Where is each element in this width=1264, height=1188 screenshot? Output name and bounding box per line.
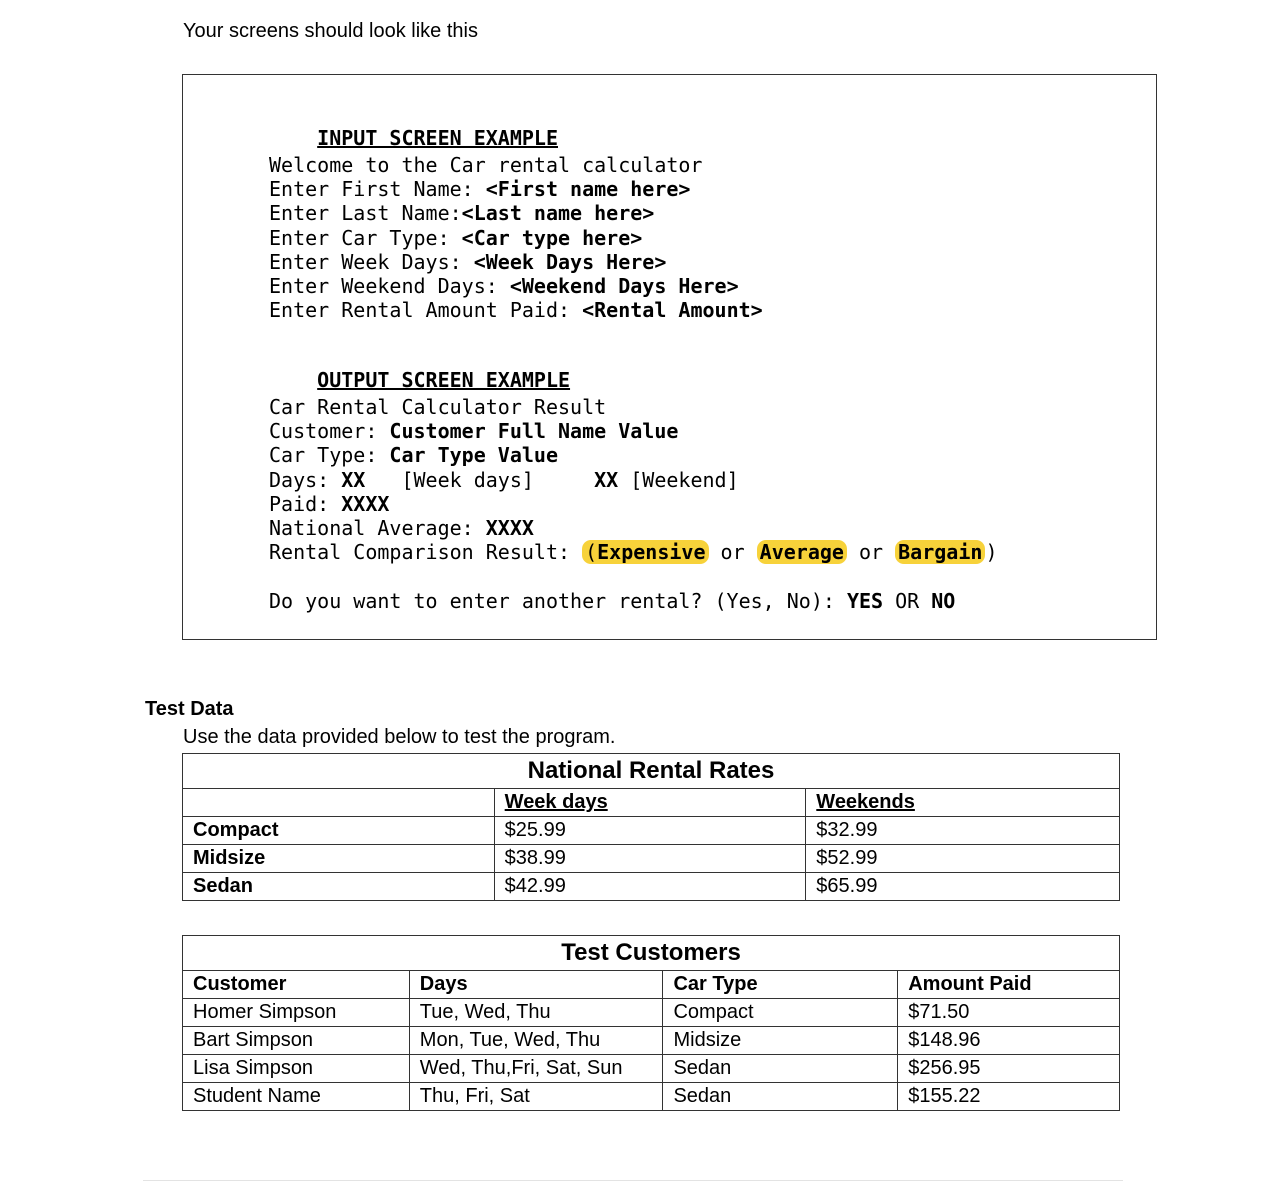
national-average-line: National Average: XXXX bbox=[269, 516, 534, 541]
paid-line: Paid: XXXX bbox=[269, 491, 390, 516]
table-cell: $42.99 bbox=[494, 873, 806, 901]
table-row bbox=[183, 817, 1120, 845]
table-header-cell: Week days bbox=[494, 789, 806, 817]
table-cell: $38.99 bbox=[494, 845, 806, 873]
table-cell: Sedan bbox=[183, 873, 495, 901]
output-screen-heading: OUTPUT SCREEN EXAMPLE bbox=[317, 368, 571, 393]
prompt-line: Enter Rental Amount Paid: <Rental Amount> bbox=[269, 298, 763, 323]
test-data-title: Test Data bbox=[145, 698, 234, 720]
table-cell: Homer Simpson bbox=[183, 999, 410, 1027]
prompt-line: Enter Last Name:<Last name here> bbox=[269, 201, 655, 226]
comparison-line: Rental Comparison Result: (Expensive or Average or Bargain ) bbox=[269, 540, 998, 565]
average-result: Average bbox=[759, 540, 844, 565]
table-cell: Wed, Thu,Fri, Sat, Sun bbox=[409, 1055, 663, 1083]
prompt-line: Enter First Name: <First name here> bbox=[269, 177, 691, 202]
table-row bbox=[183, 1027, 1120, 1055]
table-cell: $32.99 bbox=[806, 817, 1120, 845]
table-row bbox=[183, 1055, 1120, 1083]
page-divider bbox=[143, 1180, 1123, 1181]
prompt-line: Enter Weekend Days: <Weekend Days Here> bbox=[269, 274, 739, 299]
intro-text: Your screens should look like this bbox=[183, 20, 478, 42]
rates-table bbox=[182, 753, 1120, 901]
table-row bbox=[183, 999, 1120, 1027]
table-cell: Tue, Wed, Thu bbox=[409, 999, 663, 1027]
prompt-line: Enter Car Type: <Car type here> bbox=[269, 225, 643, 250]
table-header-cell: Weekends bbox=[806, 789, 1120, 817]
table-title-row bbox=[183, 754, 1120, 789]
table-header-row bbox=[183, 789, 1120, 817]
table-cell: Mon, Tue, Wed, Thu bbox=[409, 1027, 663, 1055]
customer-line: Customer: Customer Full Name Value bbox=[269, 419, 679, 444]
rates-table-title: National Rental Rates bbox=[183, 754, 1120, 789]
days-line: Days: XX [Week days] XX [Weekend] bbox=[269, 467, 739, 492]
table-cell: $52.99 bbox=[806, 845, 1120, 873]
table-header-cell: Car Type bbox=[663, 971, 898, 999]
table-header-cell bbox=[183, 789, 495, 817]
repeat-prompt-line: Do you want to enter another rental? (Yes, No): YES OR NO bbox=[269, 589, 956, 613]
table-header-cell: Customer bbox=[183, 971, 410, 999]
customers-table-title: Test Customers bbox=[183, 936, 1120, 971]
table-header-cell: Amount Paid bbox=[898, 971, 1120, 999]
table-cell: $256.95 bbox=[898, 1055, 1120, 1083]
prompt-line: Enter Week Days: <Week Days Here> bbox=[269, 249, 667, 274]
input-screen-body bbox=[269, 153, 763, 322]
table-cell: Lisa Simpson bbox=[183, 1055, 410, 1083]
table-row bbox=[183, 1083, 1120, 1111]
table-cell: Sedan bbox=[663, 1083, 898, 1111]
table-cell: Student Name bbox=[183, 1083, 410, 1111]
output-title: Car Rental Calculator Result bbox=[269, 395, 607, 419]
table-cell: $65.99 bbox=[806, 873, 1120, 901]
table-cell: Midsize bbox=[663, 1027, 898, 1055]
table-header-cell: Days bbox=[409, 971, 663, 999]
table-cell: Midsize bbox=[183, 845, 495, 873]
table-cell: Bart Simpson bbox=[183, 1027, 410, 1055]
screen-example-box bbox=[182, 74, 1157, 640]
car-type-line: Car Type: Car Type Value bbox=[269, 443, 558, 468]
welcome-line: Welcome to the Car rental calculator bbox=[269, 153, 703, 177]
table-cell: Sedan bbox=[663, 1055, 898, 1083]
table-cell: Compact bbox=[183, 817, 495, 845]
output-screen-body bbox=[269, 395, 997, 564]
table-cell: $71.50 bbox=[898, 999, 1120, 1027]
table-header-row bbox=[183, 971, 1120, 999]
table-cell: Compact bbox=[663, 999, 898, 1027]
bargain-result: Bargain bbox=[898, 540, 983, 565]
expensive-result: Expensive bbox=[597, 540, 706, 565]
input-screen-heading: INPUT SCREEN EXAMPLE bbox=[317, 126, 558, 151]
table-cell: $148.96 bbox=[898, 1027, 1120, 1055]
table-row bbox=[183, 873, 1120, 901]
table-cell: $25.99 bbox=[494, 817, 806, 845]
table-cell: $155.22 bbox=[898, 1083, 1120, 1111]
table-cell: Thu, Fri, Sat bbox=[409, 1083, 663, 1111]
table-row bbox=[183, 845, 1120, 873]
customers-table bbox=[182, 935, 1120, 1111]
test-data-description: Use the data provided below to test the program. bbox=[183, 726, 616, 748]
table-title-row bbox=[183, 936, 1120, 971]
